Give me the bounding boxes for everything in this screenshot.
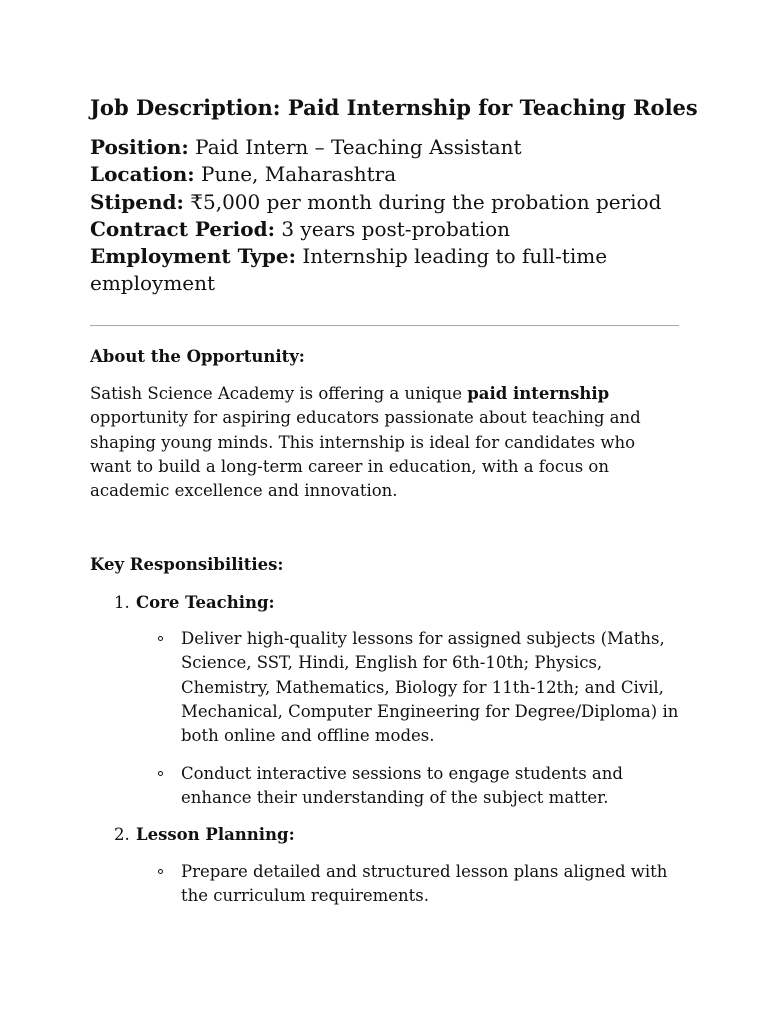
about-text-end: opportunity for aspiring educators passionate about teaching and shaping young minds. This internship is ideal for candidates who want to build a long-term career in education, with a focus on academic excellence and innovation. <box>90 408 641 501</box>
job-details <box>90 134 680 298</box>
list-label: Core Teaching: <box>136 593 275 612</box>
circle-bullet-icon <box>158 869 163 874</box>
detail-value: 3 years post-probation <box>274 216 511 241</box>
about-text-bold: paid internship <box>467 384 610 403</box>
about-heading: About the Opportunity: <box>90 347 305 366</box>
bullet-text: Conduct interactive sessions to engage students and enhance their understanding of the subject matter. <box>181 764 623 808</box>
circle-bullet-icon <box>158 636 163 641</box>
detail-value: Pune, Maharashtra <box>194 162 397 187</box>
detail-key: Position: <box>90 135 189 159</box>
detail-stipend <box>90 189 680 216</box>
detail-key: Location: <box>90 162 195 187</box>
detail-value: ₹5,000 per month during the probation period <box>183 189 662 214</box>
responsibilities-heading: Key Responsibilities: <box>90 555 284 574</box>
section-divider <box>90 325 679 326</box>
detail-key: Contract Period: <box>90 216 275 241</box>
detail-value: Paid Intern – Teaching Assistant <box>188 135 522 159</box>
bullet-text: Deliver high-quality lessons for assigned subjects (Maths, Science, SST, Hindi, English for 6th-10th; Physics, Chemistry, Mathematics, Biology for 11th-12th; and Civil, Mechanical, Computer Engineering for Degree/Diploma) in both online and offline modes. <box>181 629 679 746</box>
detail-contract-period <box>90 216 680 243</box>
about-text-start: Satish Science Academy is offering a unique <box>90 384 468 403</box>
list-number: 2. <box>114 825 130 844</box>
bullet-text: Prepare detailed and structured lesson plans aligned with the curriculum requirements. <box>181 862 668 906</box>
detail-key: Stipend: <box>90 189 184 214</box>
list-item <box>181 860 681 909</box>
document-title: Job Description: Paid Internship for Teaching Roles <box>90 95 698 120</box>
detail-position <box>90 134 680 161</box>
detail-location <box>90 161 680 188</box>
detail-key: Employment Type: <box>90 244 296 269</box>
about-paragraph <box>90 382 680 503</box>
list-item <box>181 762 681 811</box>
detail-employment-type <box>90 243 680 298</box>
list-item <box>181 627 681 748</box>
detail-value: Internship leading to full-time employment <box>90 244 608 296</box>
circle-bullet-icon <box>158 771 163 776</box>
responsibility-lesson-planning <box>114 823 295 847</box>
list-number: 1. <box>114 593 130 612</box>
responsibility-core-teaching <box>114 591 275 615</box>
list-label: Lesson Planning: <box>136 825 295 844</box>
